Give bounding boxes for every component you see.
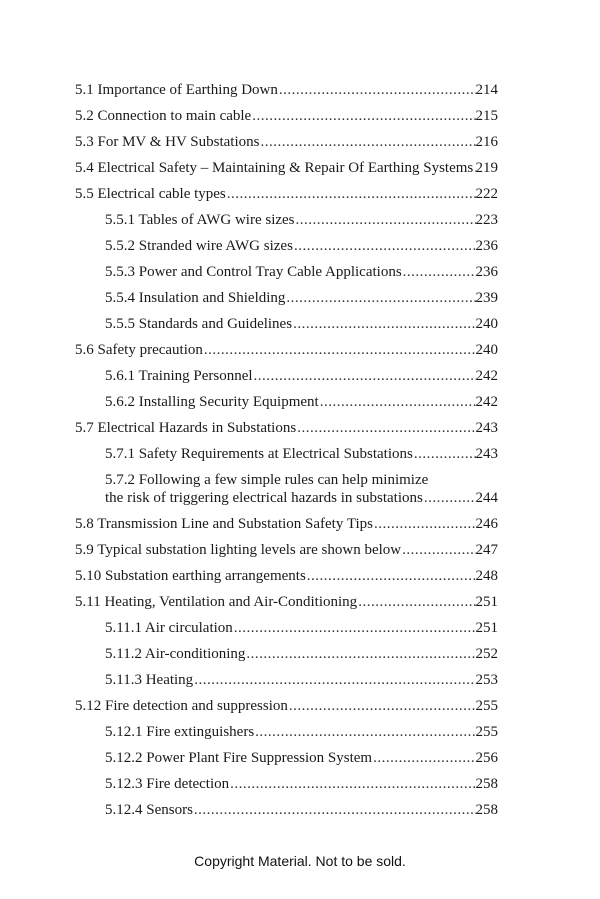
toc-entry-title <box>105 393 476 411</box>
toc-entry-label <box>105 749 372 767</box>
toc-entry-page-number: 243 <box>475 420 498 436</box>
copyright-footer: Copyright Material. Not to be sold. <box>194 853 406 869</box>
toc-entry-number: 5.5.5 <box>105 316 135 332</box>
toc-entry-title <box>75 81 476 99</box>
dot-leader <box>294 237 476 255</box>
dot-leader <box>403 263 476 281</box>
toc-entry-label <box>105 645 245 663</box>
toc-entry-title-text: Safety precaution <box>97 342 203 358</box>
toc-entry[interactable] <box>75 151 498 177</box>
toc-entry-title <box>105 749 476 767</box>
dot-leader <box>297 419 475 437</box>
toc-entry-number: 5.7.2 <box>105 472 135 488</box>
toc-entry-label <box>75 419 296 437</box>
toc-entry-title <box>75 185 476 203</box>
toc-entry-label <box>75 81 278 99</box>
toc-entry-page-number: 247 <box>475 542 498 558</box>
toc-entry[interactable] <box>75 229 498 255</box>
toc-entry-label <box>75 341 203 359</box>
toc-entry[interactable] <box>75 437 498 463</box>
toc-entry-number: 5.12.3 <box>105 776 143 792</box>
toc-entry-title <box>105 263 476 281</box>
toc-entry-label <box>105 289 285 307</box>
toc-entry-title-text: Standards and Guidelines <box>138 316 293 332</box>
toc-entry[interactable] <box>75 125 498 151</box>
dot-leader <box>234 619 476 637</box>
dot-leader <box>246 645 475 663</box>
toc-entry-page-number: 243 <box>475 446 498 462</box>
dot-leader <box>204 341 476 359</box>
toc-entry-number: 5.6 <box>75 342 94 358</box>
toc-entry[interactable] <box>75 73 498 99</box>
dot-leader <box>424 489 476 507</box>
dot-leader <box>373 749 475 767</box>
toc-entry-title <box>105 471 476 507</box>
toc-entry-label <box>75 159 473 177</box>
dot-leader <box>286 289 475 307</box>
toc-entry-title-text: Tables of AWG wire sizes <box>138 212 295 228</box>
toc-entry[interactable] <box>75 281 498 307</box>
dot-leader <box>289 697 476 715</box>
toc-entry-number: 5.4 <box>75 160 94 176</box>
toc-entry-title <box>105 445 476 463</box>
toc-entry-title-text: Connection to main cable <box>97 108 252 124</box>
toc-entry-number: 5.1 <box>75 82 94 98</box>
toc-entry-title <box>105 671 476 689</box>
toc-entry-title <box>75 107 476 125</box>
toc-entry-number: 5.5 <box>75 186 94 202</box>
toc-entry-number: 5.6.1 <box>105 368 135 384</box>
toc-entry-number: 5.5.1 <box>105 212 135 228</box>
toc-entry-title <box>105 315 476 333</box>
toc-entry-label <box>105 237 293 255</box>
dot-leader <box>414 445 476 463</box>
toc-entry-number: 5.11.2 <box>105 646 142 662</box>
toc-entry-title-text: For MV & HV Substations <box>97 134 260 150</box>
dot-leader <box>252 107 475 125</box>
dot-leader <box>293 315 475 333</box>
toc-entry-title-text: Sensors <box>146 802 193 818</box>
toc-entry-number: 5.8 <box>75 516 94 532</box>
toc-entry-label <box>105 445 413 463</box>
toc-entry-title-text: Fire extinguishers <box>146 724 255 740</box>
toc-entry-title-continued: the risk of triggering electrical hazards in substations <box>105 490 423 506</box>
toc-entry-number: 5.5.2 <box>105 238 135 254</box>
toc-entry-label <box>105 723 254 741</box>
toc-entry-title-text: Transmission Line and Substation Safety Tips <box>97 516 373 532</box>
toc-entry-number: 5.10 <box>75 568 102 584</box>
toc-entry-title <box>105 237 476 255</box>
toc-entry[interactable] <box>75 411 498 437</box>
toc-entry-page-number: 255 <box>475 698 498 714</box>
toc-entry-label <box>105 263 402 281</box>
toc-entry-page-number: 252 <box>475 646 498 662</box>
dot-leader <box>227 185 476 203</box>
dot-leader <box>255 723 475 741</box>
toc-entry-page-number: 240 <box>475 342 498 358</box>
toc-entry-title-text: Training Personnel <box>138 368 253 384</box>
toc-entry[interactable] <box>75 99 498 125</box>
toc-entry-number: 5.11.3 <box>105 672 142 688</box>
toc-entry-page-number: 219 <box>475 160 498 176</box>
toc-entry-number: 5.5.4 <box>105 290 135 306</box>
toc-entry-label <box>75 541 401 559</box>
toc-entry-number: 5.6.2 <box>105 394 135 410</box>
toc-entry-title-text: Typical substation lighting levels are shown below <box>97 542 402 558</box>
toc-entry-page-number: 251 <box>475 594 498 610</box>
toc-entry-label <box>105 671 193 689</box>
toc-entry-label <box>75 107 251 125</box>
toc-entry-title-text: Electrical Hazards in Substations <box>97 420 297 436</box>
toc-entry-page-number: 236 <box>475 264 498 280</box>
toc-entry-number: 5.12.1 <box>105 724 143 740</box>
toc-entry-label <box>105 211 295 229</box>
toc-entry-number: 5.7.1 <box>105 446 135 462</box>
toc-entry-title-text: Fire detection <box>146 776 230 792</box>
toc-entry-page-number: 214 <box>475 82 498 98</box>
toc-entry[interactable] <box>75 533 498 559</box>
toc-entry-label <box>105 393 319 411</box>
toc-entry-label <box>75 567 306 585</box>
toc-entry-page-number: 244 <box>475 490 498 506</box>
dot-leader <box>296 211 476 229</box>
toc-entry-page-number: 240 <box>475 316 498 332</box>
toc-entry-page-number: 248 <box>475 568 498 584</box>
toc-entry-title-text: Heating, Ventilation and Air-Conditioning <box>104 594 358 610</box>
toc-entry-label <box>75 185 226 203</box>
toc-entry-label <box>105 471 428 489</box>
dot-leader <box>402 541 475 559</box>
toc-entry[interactable] <box>75 715 498 741</box>
toc-entry-title <box>75 133 476 151</box>
toc-entry-label <box>75 133 259 151</box>
toc-entry-label <box>75 515 373 533</box>
toc-entry-number: 5.5.3 <box>105 264 135 280</box>
toc-entry[interactable] <box>75 689 498 715</box>
toc-entry-title <box>105 367 476 385</box>
toc-entry-label <box>105 775 229 793</box>
toc-entry-number: 5.11.1 <box>105 620 142 636</box>
toc-entry-title-text: Importance of Earthing Down <box>97 82 278 98</box>
dot-leader <box>320 393 476 411</box>
table-of-contents <box>75 73 498 819</box>
dot-leader <box>194 801 476 819</box>
toc-entry-page-number: 255 <box>475 724 498 740</box>
toc-entry-title <box>75 419 476 437</box>
dot-leader <box>358 593 475 611</box>
toc-entry-title-text: Following a few simple rules can help minimize <box>138 472 429 488</box>
toc-entry-title-text: Power and Control Tray Cable Applications <box>138 264 402 280</box>
toc-entry-label <box>105 315 292 333</box>
toc-entry-title <box>105 211 476 229</box>
toc-entry-page-number: 223 <box>475 212 498 228</box>
toc-entry-title-text: Safety Requirements at Electrical Substations <box>138 446 413 462</box>
toc-entry-title <box>105 801 476 819</box>
toc-entry[interactable] <box>75 663 498 689</box>
dot-leader <box>279 81 476 99</box>
toc-entry-title <box>75 515 476 533</box>
toc-entry-label <box>105 619 233 637</box>
toc-entry-title-text: Power Plant Fire Suppression System <box>146 750 373 766</box>
toc-entry-title <box>105 723 476 741</box>
toc-entry[interactable] <box>75 585 498 611</box>
toc-entry[interactable] <box>75 463 498 507</box>
dot-leader <box>194 671 475 689</box>
toc-entry[interactable] <box>75 793 498 819</box>
toc-entry-page-number: 246 <box>475 516 498 532</box>
toc-entry-title <box>105 775 476 793</box>
toc-entry-page-number: 216 <box>475 134 498 150</box>
toc-entry-label <box>105 367 253 385</box>
toc-entry-number: 5.7 <box>75 420 94 436</box>
toc-entry[interactable] <box>75 637 498 663</box>
toc-entry-page-number: 256 <box>475 750 498 766</box>
dot-leader <box>374 515 476 533</box>
toc-entry-title <box>75 341 476 359</box>
toc-entry-number: 5.12 <box>75 698 102 714</box>
toc-entry[interactable] <box>75 255 498 281</box>
toc-entry[interactable] <box>75 559 498 585</box>
toc-entry-page-number: 253 <box>475 672 498 688</box>
toc-entry-title-text: Air circulation <box>144 620 233 636</box>
dot-leader <box>230 775 475 793</box>
toc-entry-title <box>75 159 476 177</box>
toc-entry-title-text: Fire detection and suppression <box>105 698 288 714</box>
toc-entry-number: 5.11 <box>75 594 101 610</box>
toc-entry-title <box>75 541 476 559</box>
toc-entry-title-text: Heating <box>145 672 194 688</box>
toc-entry-title-text: Stranded wire AWG sizes <box>138 238 293 254</box>
dot-leader <box>260 133 475 151</box>
toc-entry-page-number: 242 <box>475 394 498 410</box>
toc-entry[interactable] <box>75 385 498 411</box>
toc-entry-title-text: Air-conditioning <box>144 646 246 662</box>
toc-entry-title-text: Installing Security Equipment <box>138 394 319 410</box>
toc-entry[interactable] <box>75 307 498 333</box>
toc-entry-label <box>75 697 288 715</box>
toc-entry-title <box>75 567 476 585</box>
toc-entry-number: 5.9 <box>75 542 94 558</box>
toc-entry-page-number: 222 <box>475 186 498 202</box>
toc-entry[interactable] <box>75 741 498 767</box>
toc-entry-label <box>75 593 357 611</box>
toc-entry-number: 5.2 <box>75 108 94 124</box>
toc-entry-page-number: 258 <box>475 776 498 792</box>
toc-entry[interactable] <box>75 203 498 229</box>
toc-entry-title <box>75 697 476 715</box>
toc-entry-page-number: 239 <box>475 290 498 306</box>
toc-entry-page-number: 215 <box>475 108 498 124</box>
toc-entry[interactable] <box>75 507 498 533</box>
toc-entry-number: 5.12.2 <box>105 750 143 766</box>
toc-entry[interactable] <box>75 177 498 203</box>
toc-entry-title-text: Electrical Safety – Maintaining & Repair Of Earthing Systems <box>97 160 474 176</box>
toc-entry-number: 5.12.4 <box>105 802 143 818</box>
toc-entry[interactable] <box>75 767 498 793</box>
toc-entry-title-text: Electrical cable types <box>97 186 226 202</box>
toc-entry-title <box>105 645 476 663</box>
toc-entry[interactable] <box>75 333 498 359</box>
toc-entry-number: 5.3 <box>75 134 94 150</box>
toc-entry-page-number: 258 <box>475 802 498 818</box>
toc-entry-title-text: Insulation and Shielding <box>138 290 286 306</box>
toc-entry-title <box>105 289 476 307</box>
toc-entry-page-number: 251 <box>475 620 498 636</box>
toc-entry-title-text: Substation earthing arrangements <box>105 568 306 584</box>
toc-entry[interactable] <box>75 611 498 637</box>
toc-entry[interactable] <box>75 359 498 385</box>
toc-entry-page-number: 236 <box>475 238 498 254</box>
toc-entry-title <box>75 593 476 611</box>
toc-entry-page-number: 242 <box>475 368 498 384</box>
dot-leader <box>307 567 476 585</box>
toc-entry-title <box>105 619 476 637</box>
toc-entry-label <box>105 801 193 819</box>
dot-leader <box>254 367 476 385</box>
